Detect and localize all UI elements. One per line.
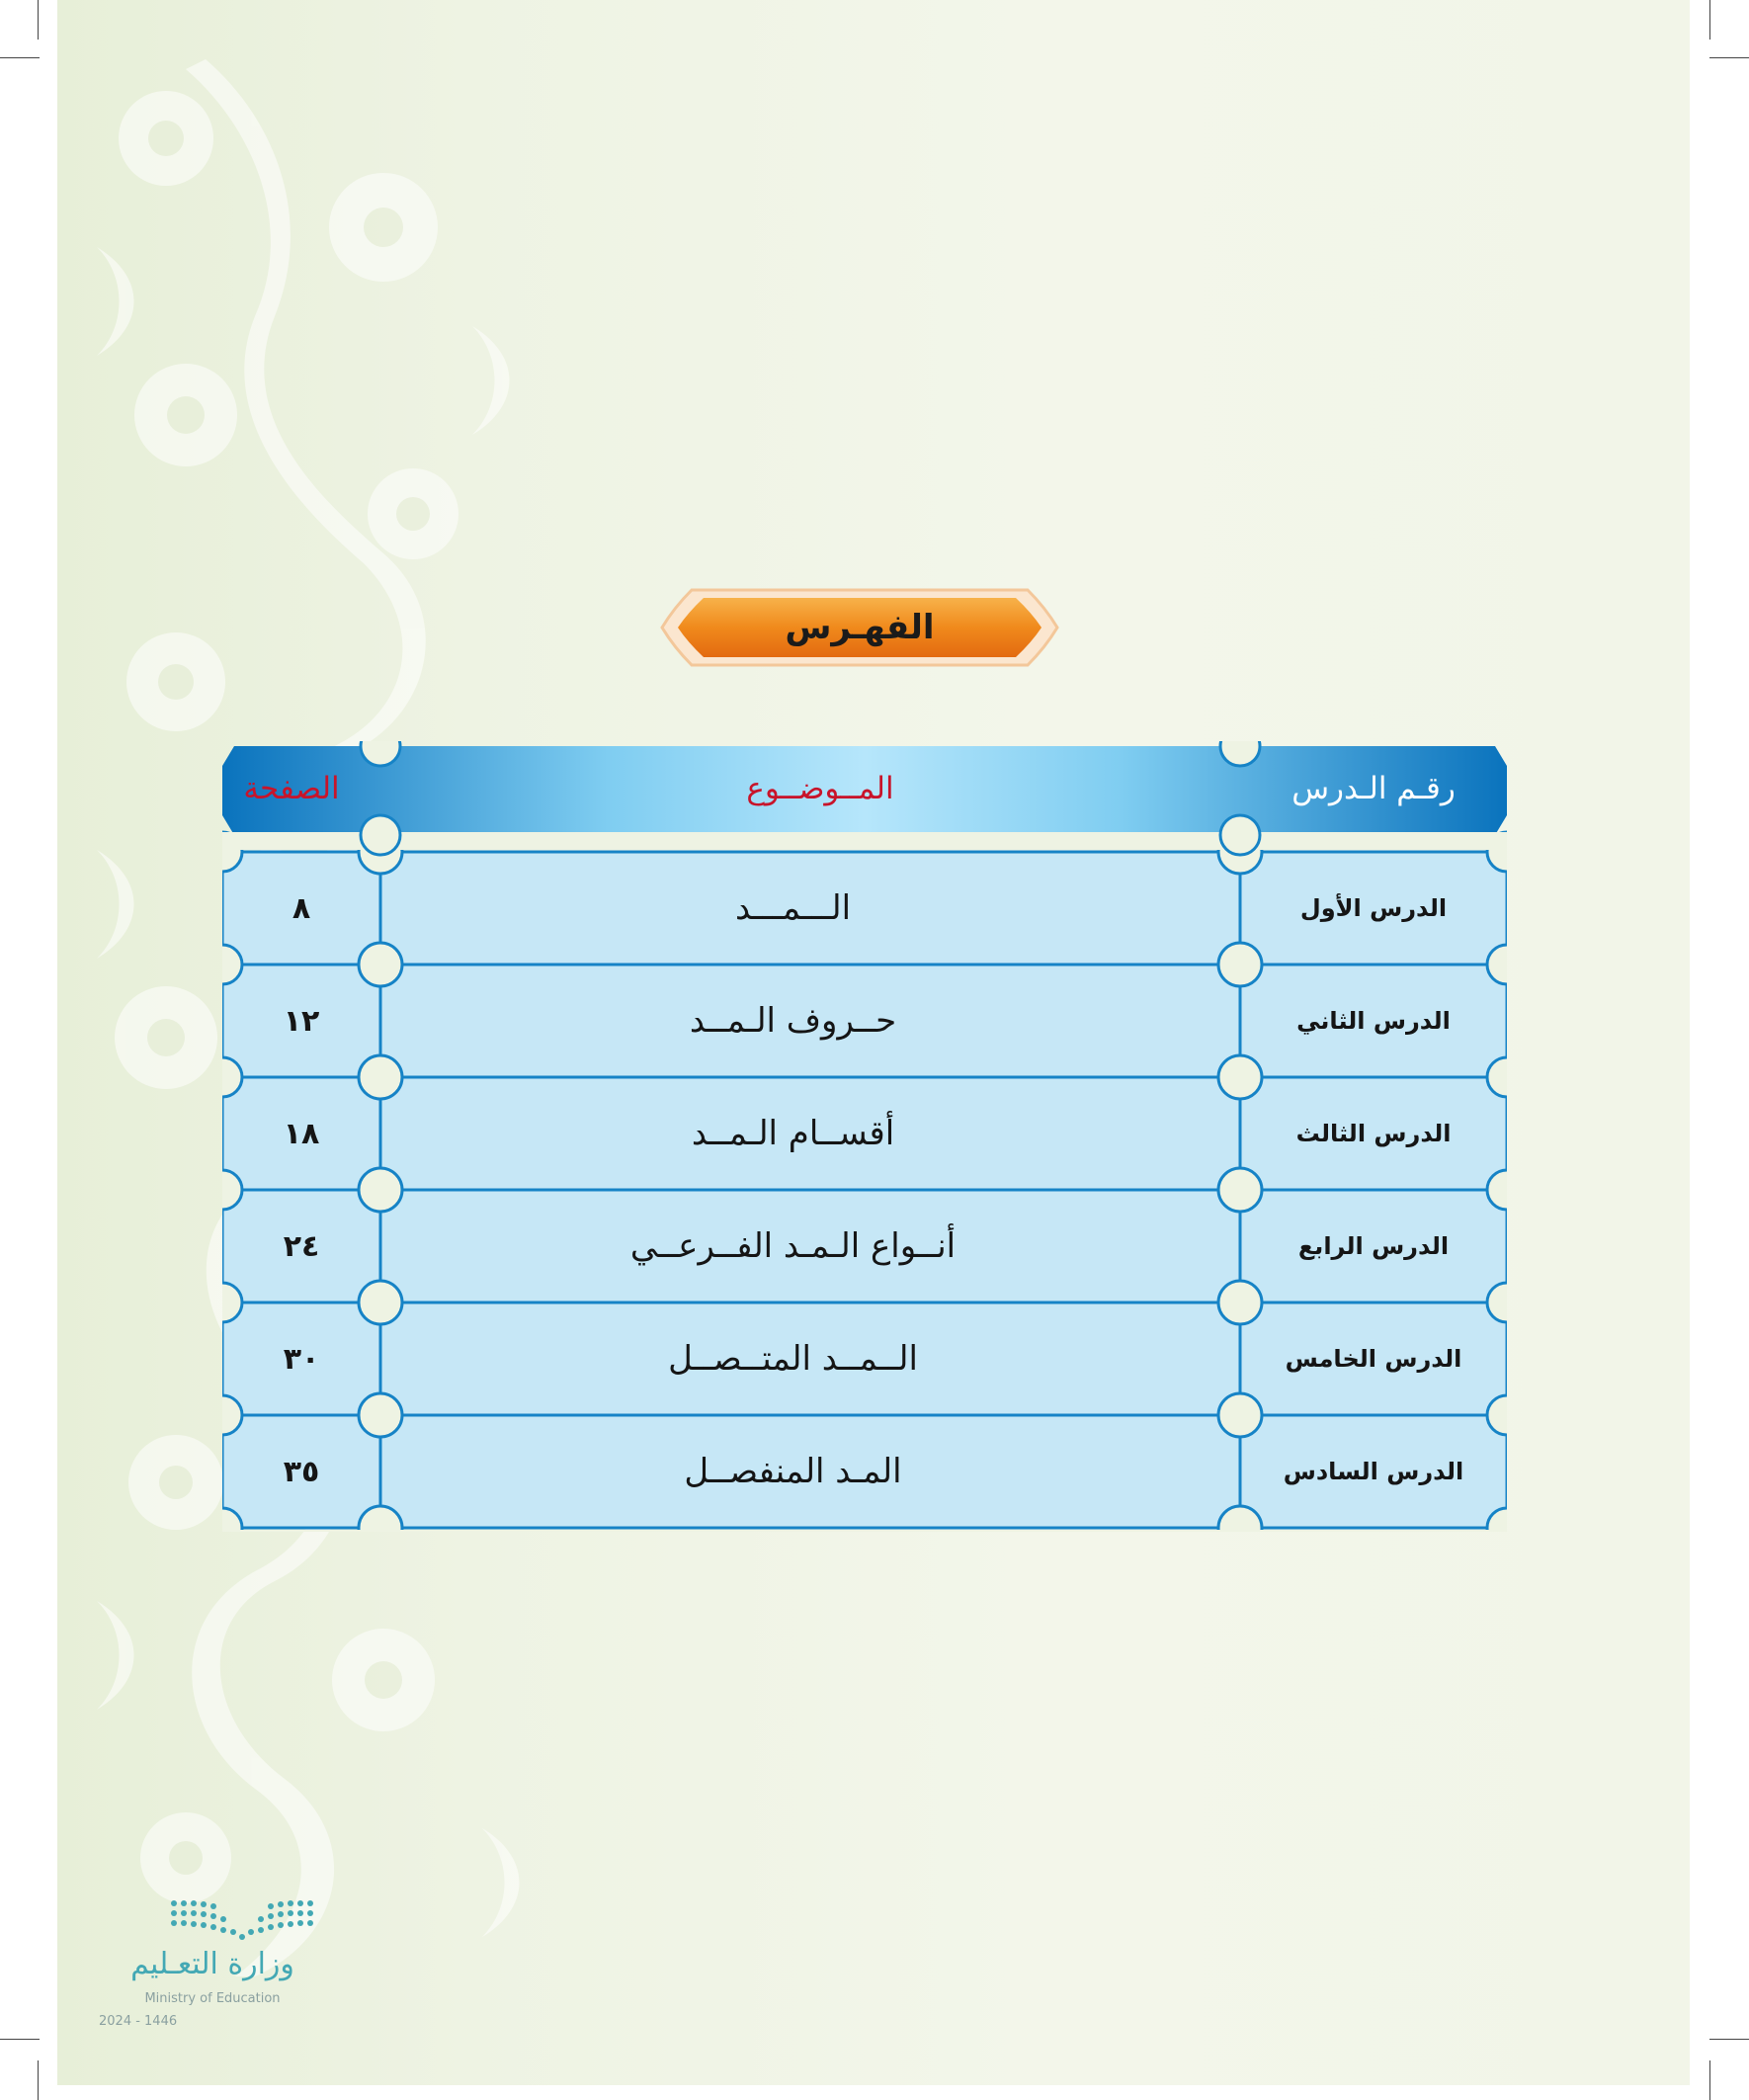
page-number-cell: ٨ [292, 890, 311, 926]
edition-year: 2024 - 1446 [99, 2014, 178, 2029]
lesson-number-cell: الدرس الثالث [1295, 1120, 1452, 1147]
table-row[interactable] [222, 1302, 1507, 1415]
topic-cell: الــمــد المتــصــل [668, 1339, 918, 1379]
topic-cell: الـــمـــد [734, 888, 852, 928]
page-number-cell: ٣٥ [283, 1454, 320, 1489]
table-row[interactable] [222, 965, 1507, 1077]
table-row[interactable] [222, 1077, 1507, 1190]
ministry-logo-dots-icon [168, 1897, 316, 1942]
header-topic: المــوضــوع [746, 771, 894, 806]
header-page: الصفحة [243, 771, 340, 806]
page-number-cell: ٢٤ [283, 1228, 320, 1264]
table-of-contents [222, 741, 1507, 1532]
topic-cell: المـد المنفصــل [684, 1452, 902, 1491]
header-lesson-number: رقـم الـدرس [1291, 771, 1456, 806]
topic-cell: أنــواع الـمـد الفــرعــي [629, 1226, 957, 1266]
lesson-number-cell: الدرس الأول [1299, 894, 1448, 922]
ministry-name-english: Ministry of Education [144, 1991, 281, 2006]
page-number-cell: ٣٠ [283, 1341, 320, 1377]
lesson-number-cell: الدرس الخامس [1285, 1345, 1462, 1373]
lesson-number-cell: الدرس السادس [1283, 1458, 1464, 1485]
page-title: الفهـرس [785, 608, 935, 647]
page-number-cell: ١٨ [283, 1116, 320, 1151]
ministry-name-arabic: وزارة التعـليم [130, 1947, 294, 1981]
table-row[interactable] [222, 1190, 1507, 1302]
lesson-number-cell: الدرس الرابع [1297, 1232, 1450, 1260]
lesson-number-cell: الدرس الثاني [1296, 1007, 1451, 1035]
table-row[interactable] [222, 852, 1507, 965]
title-banner [652, 578, 1067, 677]
page-number-cell: ١٢ [283, 1003, 320, 1039]
table-row[interactable] [222, 1415, 1507, 1528]
topic-cell: حــروف الـمــد [689, 1001, 897, 1041]
topic-cell: أقســام الـمــد [691, 1114, 895, 1153]
ministry-logo [99, 1897, 336, 2070]
